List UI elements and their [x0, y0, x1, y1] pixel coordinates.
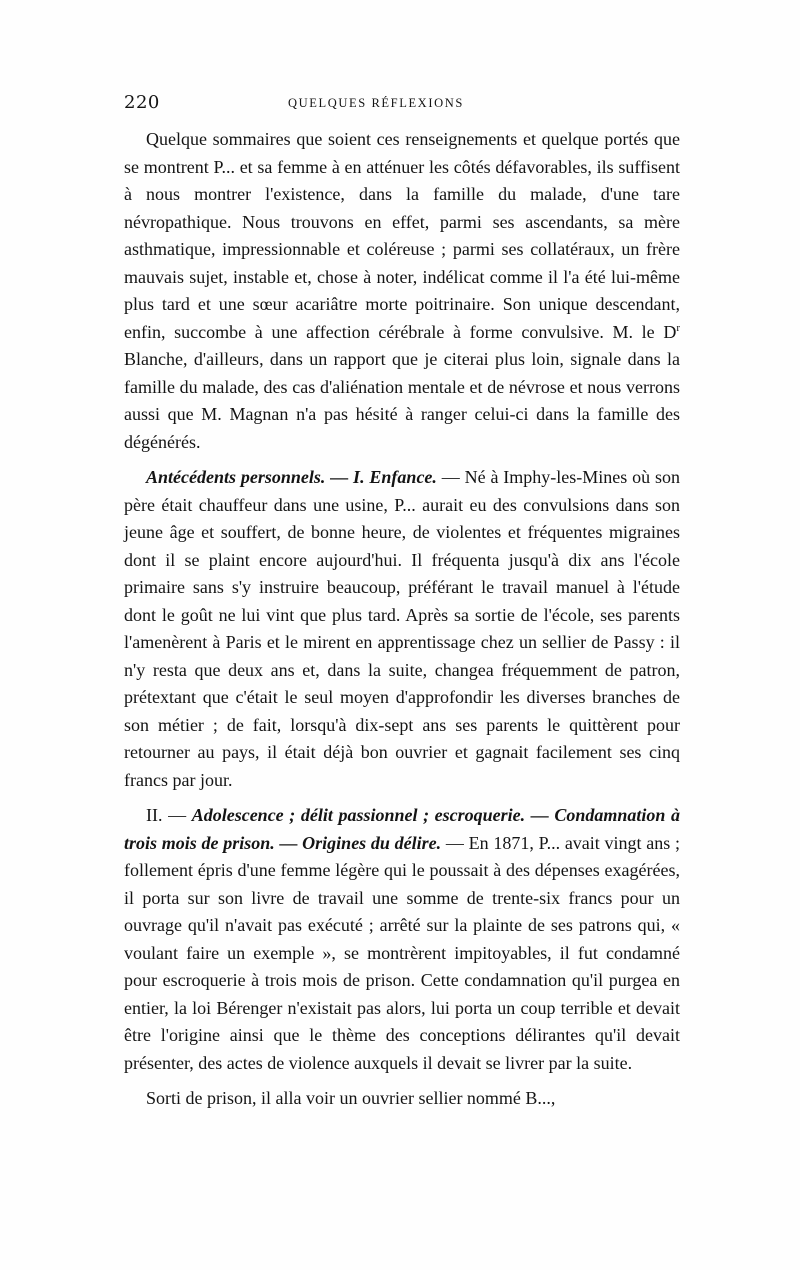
- text-segment: — En 1871, P... avait vingt ans ; follement épris d'une femme légère qui le poussait à des dépenses exagérées, il porta sur son livre de travail une somme de trente-six francs pour un ouvrage qu'il n'avait pas exécuté ; arrêté sur la plainte de ses patrons qui, « voulant faire un exemple », se montrèrent impitoyables, il fut condamné pour escroquerie à trois mois de prison. Cette condamnation qu'il purgea en entier, la loi Bérenger n'existait pas alors, lui porta un coup terrible et devait être l'origine ainsi que le thème des conceptions délirantes qu'il devait présenter, des actes de violence auxquels il devait se livrer par la suite.: [124, 832, 680, 1073]
- page-header: [124, 92, 680, 116]
- page-number: 220: [124, 92, 160, 113]
- text-segment: Blanche, d'ailleurs, dans un rapport que je citerai plus loin, signale dans la famille du malade, des cas d'aliénation mentale et de névrose et nous verrons aussi que M. Magnan n'a pas hésité à ranger celui-ci dans la famille des dégénérés.: [124, 349, 680, 452]
- running-title: QUELQUES RÉFLEXIONS: [288, 96, 464, 110]
- paragraph-personal-history: [124, 464, 680, 794]
- text-segment: Sorti de prison, il alla voir un ouvrier sellier nommé B...,: [146, 1088, 556, 1108]
- text-segment: Quelque sommaires que soient ces renseignements et quelque portés que se montrent P... et sa femme à en atténuer les côtés défavorables, ils suffisent à nous montrer l'existence, dans la famille du malade, d'une tare névropathique. Nous trouvons en effet, parmi ses ascendants, sa mère asthmatique, impressionnable et coléreuse ; parmi ses collatéraux, un frère mauvais sujet, instable et, chose à noter, indélicat comme il l'a été lui-même plus tard et une sœur acariâtre morte poitrinaire. Son unique descendant, enfin, succombe à une affection cérébrale à forme convulsive. M. le D: [124, 129, 680, 342]
- paragraph-adolescence: [124, 802, 680, 1077]
- paragraph-after-prison: [124, 1085, 680, 1113]
- subheading: Antécédents personnels. — I. Enfance.: [146, 467, 437, 487]
- superscript: r: [676, 321, 680, 334]
- body-text: [124, 126, 680, 1113]
- text-segment: — Né à Imphy-les-Mines où son père était chauffeur dans une usine, P... aurait eu des convulsions dans son jeune âge et souffert, de bonne heure, de violentes et fréquentes migraines dont il se plaint encore aujourd'hui. Il fréquenta jusqu'à dix ans l'école primaire sans s'y instruire beaucoup, préférant le travail manuel à l'étude dont le goût ne lui vint que plus tard. Après sa sortie de l'école, ses parents l'amenèrent à Paris et le mirent en apprentissage chez un sellier de Passy : il n'y resta que deux ans et, dans la suite, changea fréquemment de patron, prétextant que c'était le seul moyen d'approfondir les diverses branches de son métier ; de fait, lorsqu'à dix-sept ans ses parents le quittèrent pour retourner au pays, il était déjà bon ouvrier et gagnait facilement ses cinq francs par jour.: [124, 467, 680, 790]
- text-segment: II. —: [146, 805, 192, 825]
- paragraph-family-history: [124, 126, 680, 456]
- subheading: Adolescence ; délit passionnel ; escroquerie. — Condamnation à trois mois de prison. — Origines du délire.: [124, 805, 680, 853]
